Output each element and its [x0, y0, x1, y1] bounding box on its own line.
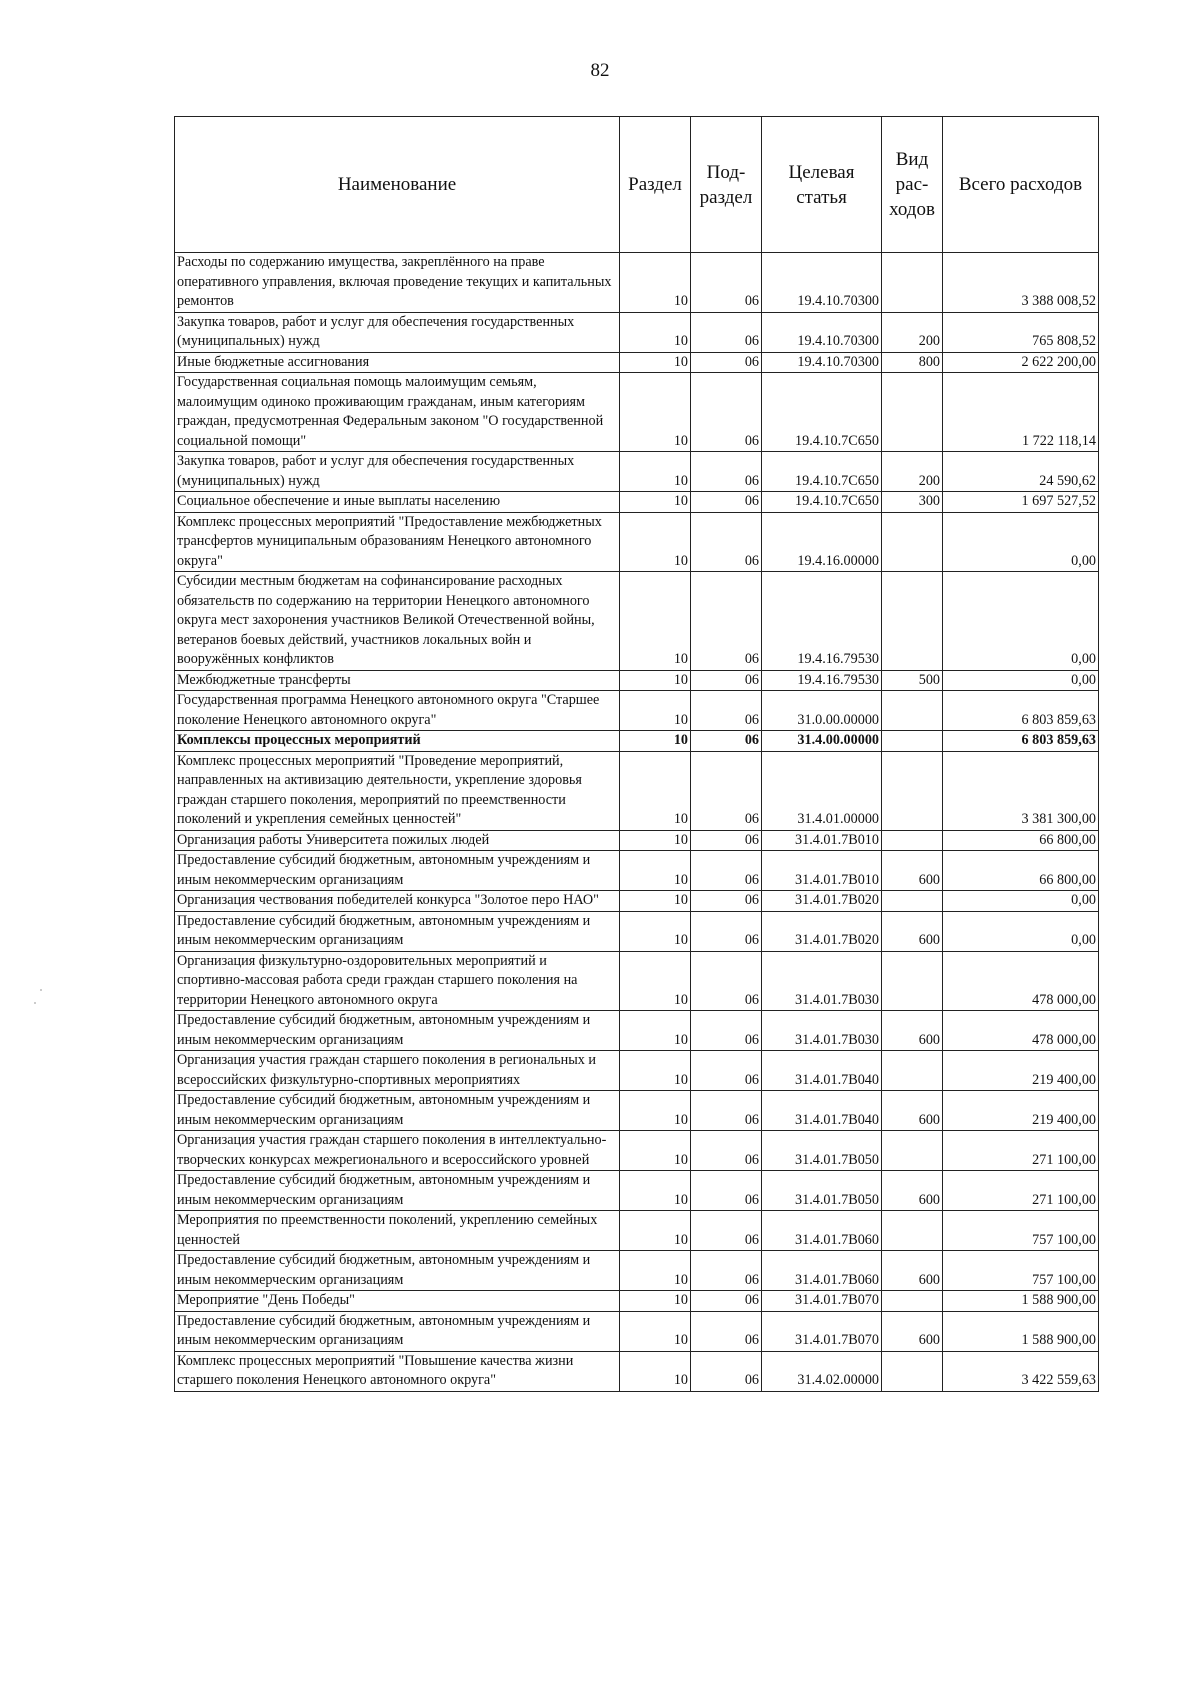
cell-name: Предоставление субсидий бюджетным, автономным учреждениям и иным некоммерческим организациям	[175, 1011, 620, 1051]
cell-expense-kind: 300	[882, 492, 943, 513]
cell-target-article: 19.4.10.70300	[762, 352, 882, 373]
cell-name: Государственная социальная помощь малоимущим семьям, малоимущим одиноко проживающим гражданам, иным категориям граждан, предусмотренная Федеральным законом "О государственной социальной помощи"	[175, 373, 620, 452]
table-row	[175, 572, 1099, 671]
cell-subsection: 06	[691, 253, 762, 313]
cell-total: 2 622 200,00	[943, 352, 1099, 373]
cell-target-article: 31.4.01.7В010	[762, 851, 882, 891]
cell-section: 10	[620, 253, 691, 313]
cell-subsection: 06	[691, 1171, 762, 1211]
cell-target-article: 31.4.01.7В050	[762, 1131, 882, 1171]
cell-expense-kind	[882, 830, 943, 851]
cell-target-article: 31.4.01.7В050	[762, 1171, 882, 1211]
cell-name: Комплексы процессных мероприятий	[175, 731, 620, 752]
cell-section: 10	[620, 691, 691, 731]
scan-mark	[34, 1002, 36, 1004]
cell-section: 10	[620, 1091, 691, 1131]
cell-target-article: 19.4.10.70300	[762, 312, 882, 352]
cell-total: 757 100,00	[943, 1211, 1099, 1251]
cell-expense-kind	[882, 1291, 943, 1312]
cell-subsection: 06	[691, 691, 762, 731]
cell-target-article: 31.0.00.00000	[762, 691, 882, 731]
cell-name: Иные бюджетные ассигнования	[175, 352, 620, 373]
cell-section: 10	[620, 1131, 691, 1171]
table-row	[175, 512, 1099, 572]
cell-expense-kind	[882, 512, 943, 572]
table-row	[175, 1251, 1099, 1291]
cell-total: 0,00	[943, 891, 1099, 912]
cell-name: Межбюджетные трансферты	[175, 670, 620, 691]
cell-target-article: 31.4.01.7В070	[762, 1291, 882, 1312]
cell-total: 3 422 559,63	[943, 1351, 1099, 1391]
cell-target-article: 31.4.01.7В060	[762, 1211, 882, 1251]
cell-total: 0,00	[943, 572, 1099, 671]
cell-section: 10	[620, 1171, 691, 1211]
cell-section: 10	[620, 751, 691, 830]
table-row	[175, 253, 1099, 313]
cell-subsection: 06	[691, 1291, 762, 1312]
cell-expense-kind: 600	[882, 1311, 943, 1351]
cell-subsection: 06	[691, 731, 762, 752]
cell-name: Предоставление субсидий бюджетным, автономным учреждениям и иным некоммерческим организациям	[175, 851, 620, 891]
table-row	[175, 830, 1099, 851]
cell-section: 10	[620, 670, 691, 691]
cell-expense-kind: 600	[882, 1091, 943, 1131]
cell-expense-kind: 600	[882, 1251, 943, 1291]
table-row	[175, 1351, 1099, 1391]
cell-total: 66 800,00	[943, 830, 1099, 851]
cell-target-article: 31.4.00.00000	[762, 731, 882, 752]
cell-section: 10	[620, 492, 691, 513]
cell-expense-kind: 800	[882, 352, 943, 373]
cell-subsection: 06	[691, 1351, 762, 1391]
cell-name: Предоставление субсидий бюджетным, автономным учреждениям и иным некоммерческим организациям	[175, 1171, 620, 1211]
budget-table	[174, 116, 1099, 1392]
cell-section: 10	[620, 572, 691, 671]
cell-subsection: 06	[691, 670, 762, 691]
cell-total: 24 590,62	[943, 452, 1099, 492]
table-row	[175, 1131, 1099, 1171]
cell-expense-kind	[882, 572, 943, 671]
cell-subsection: 06	[691, 1211, 762, 1251]
cell-expense-kind	[882, 691, 943, 731]
cell-target-article: 19.4.10.70300	[762, 253, 882, 313]
cell-subsection: 06	[691, 830, 762, 851]
cell-name: Государственная программа Ненецкого автономного округа "Старшее поколение Ненецкого автономного округа"	[175, 691, 620, 731]
cell-total: 1 588 900,00	[943, 1311, 1099, 1351]
cell-name: Закупка товаров, работ и услуг для обеспечения государственных (муниципальных) нужд	[175, 312, 620, 352]
cell-expense-kind	[882, 751, 943, 830]
table-body	[175, 253, 1099, 1392]
cell-name: Организация участия граждан старшего поколения в региональных и всероссийских физкультурно-спортивных мероприятиях	[175, 1051, 620, 1091]
cell-total: 757 100,00	[943, 1251, 1099, 1291]
table-row	[175, 891, 1099, 912]
table-row	[175, 352, 1099, 373]
cell-total: 219 400,00	[943, 1091, 1099, 1131]
cell-name: Организация физкультурно-оздоровительных мероприятий и спортивно-массовая работа среди граждан старшего поколения на территории Ненецкого автономного округа	[175, 951, 620, 1011]
cell-expense-kind: 500	[882, 670, 943, 691]
cell-expense-kind: 600	[882, 911, 943, 951]
cell-section: 10	[620, 373, 691, 452]
cell-expense-kind	[882, 1051, 943, 1091]
cell-name: Закупка товаров, работ и услуг для обеспечения государственных (муниципальных) нужд	[175, 452, 620, 492]
table-row	[175, 670, 1099, 691]
cell-target-article: 19.4.16.79530	[762, 670, 882, 691]
cell-target-article: 19.4.16.79530	[762, 572, 882, 671]
cell-name: Мероприятие "День Победы"	[175, 1291, 620, 1312]
cell-section: 10	[620, 1291, 691, 1312]
cell-total: 765 808,52	[943, 312, 1099, 352]
cell-name: Предоставление субсидий бюджетным, автономным учреждениям и иным некоммерческим организациям	[175, 1311, 620, 1351]
cell-target-article: 19.4.16.00000	[762, 512, 882, 572]
cell-section: 10	[620, 731, 691, 752]
cell-subsection: 06	[691, 1051, 762, 1091]
cell-target-article: 31.4.01.7В030	[762, 951, 882, 1011]
cell-total: 0,00	[943, 670, 1099, 691]
table-row	[175, 373, 1099, 452]
cell-name: Мероприятия по преемственности поколений, укреплению семейных ценностей	[175, 1211, 620, 1251]
cell-total: 1 697 527,52	[943, 492, 1099, 513]
page-number: 82	[590, 60, 610, 81]
cell-expense-kind: 600	[882, 1171, 943, 1211]
cell-expense-kind	[882, 1211, 943, 1251]
cell-expense-kind	[882, 1131, 943, 1171]
table-row	[175, 492, 1099, 513]
cell-total: 478 000,00	[943, 1011, 1099, 1051]
cell-name: Социальное обеспечение и иные выплаты населению	[175, 492, 620, 513]
table-row	[175, 1051, 1099, 1091]
cell-target-article: 31.4.02.00000	[762, 1351, 882, 1391]
cell-target-article: 19.4.10.7С650	[762, 452, 882, 492]
cell-expense-kind	[882, 253, 943, 313]
table-row	[175, 452, 1099, 492]
table-row	[175, 1171, 1099, 1211]
cell-subsection: 06	[691, 911, 762, 951]
table-row	[175, 751, 1099, 830]
cell-total: 3 381 300,00	[943, 751, 1099, 830]
cell-target-article: 19.4.10.7С650	[762, 373, 882, 452]
cell-name: Организация работы Университета пожилых людей	[175, 830, 620, 851]
cell-total: 1 588 900,00	[943, 1291, 1099, 1312]
cell-expense-kind	[882, 951, 943, 1011]
cell-target-article: 31.4.01.7В040	[762, 1091, 882, 1131]
cell-total: 271 100,00	[943, 1131, 1099, 1171]
cell-target-article: 31.4.01.7В020	[762, 891, 882, 912]
table-row	[175, 1011, 1099, 1051]
cell-subsection: 06	[691, 1251, 762, 1291]
cell-total: 0,00	[943, 911, 1099, 951]
table-row	[175, 851, 1099, 891]
cell-section: 10	[620, 1051, 691, 1091]
cell-section: 10	[620, 312, 691, 352]
cell-total: 478 000,00	[943, 951, 1099, 1011]
header-target-article: Целевая статья	[762, 117, 882, 253]
cell-target-article: 31.4.01.7В070	[762, 1311, 882, 1351]
table-row	[175, 1211, 1099, 1251]
cell-name: Комплекс процессных мероприятий "Предоставление межбюджетных трансфертов муниципальным образованиям Ненецкого автономного округа"	[175, 512, 620, 572]
header-subsection: Под- раздел	[691, 117, 762, 253]
cell-section: 10	[620, 1211, 691, 1251]
cell-section: 10	[620, 512, 691, 572]
cell-expense-kind: 600	[882, 1011, 943, 1051]
cell-section: 10	[620, 830, 691, 851]
cell-subsection: 06	[691, 572, 762, 671]
cell-subsection: 06	[691, 891, 762, 912]
cell-target-article: 31.4.01.7В030	[762, 1011, 882, 1051]
cell-section: 10	[620, 1311, 691, 1351]
cell-section: 10	[620, 911, 691, 951]
cell-name: Предоставление субсидий бюджетным, автономным учреждениям и иным некоммерческим организациям	[175, 1251, 620, 1291]
cell-name: Организация чествования победителей конкурса "Золотое перо НАО"	[175, 891, 620, 912]
table-row	[175, 731, 1099, 752]
table-row	[175, 951, 1099, 1011]
cell-expense-kind: 200	[882, 312, 943, 352]
cell-name: Предоставление субсидий бюджетным, автономным учреждениям и иным некоммерческим организациям	[175, 911, 620, 951]
table-row	[175, 312, 1099, 352]
header-name: Наименование	[175, 117, 620, 253]
cell-total: 66 800,00	[943, 851, 1099, 891]
cell-section: 10	[620, 1251, 691, 1291]
cell-subsection: 06	[691, 452, 762, 492]
cell-subsection: 06	[691, 1091, 762, 1131]
scan-mark	[40, 989, 42, 991]
cell-subsection: 06	[691, 312, 762, 352]
cell-subsection: 06	[691, 951, 762, 1011]
cell-target-article: 31.4.01.7В040	[762, 1051, 882, 1091]
table-row	[175, 1291, 1099, 1312]
cell-section: 10	[620, 1351, 691, 1391]
cell-expense-kind	[882, 891, 943, 912]
header-expense-kind: Вид рас- ходов	[882, 117, 943, 253]
table-row	[175, 1091, 1099, 1131]
cell-expense-kind	[882, 373, 943, 452]
header-section: Раздел	[620, 117, 691, 253]
header-total: Всего расходов	[943, 117, 1099, 253]
cell-name: Субсидии местным бюджетам на софинансирование расходных обязательств по содержанию на территории Ненецкого автономного округа мест захоронения участников Великой Отечественной войны, ветеранов боевых действий, участников локальных войн и вооружённых конфликтов	[175, 572, 620, 671]
cell-total: 3 388 008,52	[943, 253, 1099, 313]
cell-subsection: 06	[691, 352, 762, 373]
cell-target-article: 31.4.01.7В060	[762, 1251, 882, 1291]
cell-expense-kind	[882, 731, 943, 752]
cell-total: 1 722 118,14	[943, 373, 1099, 452]
cell-target-article: 19.4.10.7С650	[762, 492, 882, 513]
cell-name: Предоставление субсидий бюджетным, автономным учреждениям и иным некоммерческим организациям	[175, 1091, 620, 1131]
table-row	[175, 691, 1099, 731]
table-row	[175, 1311, 1099, 1351]
cell-subsection: 06	[691, 851, 762, 891]
cell-section: 10	[620, 951, 691, 1011]
cell-subsection: 06	[691, 1311, 762, 1351]
cell-expense-kind: 600	[882, 851, 943, 891]
cell-target-article: 31.4.01.00000	[762, 751, 882, 830]
table-row	[175, 911, 1099, 951]
cell-name: Комплекс процессных мероприятий "Повышение качества жизни старшего поколения Ненецкого автономного округа"	[175, 1351, 620, 1391]
cell-name: Комплекс процессных мероприятий "Проведение мероприятий, направленных на активизацию деятельности, укрепление здоровья граждан старшего поколения, мероприятий по преемственности поколений и укрепления семейных ценностей"	[175, 751, 620, 830]
cell-target-article: 31.4.01.7В020	[762, 911, 882, 951]
cell-subsection: 06	[691, 1011, 762, 1051]
cell-subsection: 06	[691, 492, 762, 513]
table-header-row	[175, 117, 1099, 253]
cell-name: Расходы по содержанию имущества, закреплённого на праве оперативного управления, включая проведение текущих и капитальных ремонтов	[175, 253, 620, 313]
cell-name: Организация участия граждан старшего поколения в интеллектуально-творческих конкурсах межрегионального и всероссийского уровней	[175, 1131, 620, 1171]
cell-section: 10	[620, 352, 691, 373]
cell-total: 6 803 859,63	[943, 731, 1099, 752]
cell-section: 10	[620, 1011, 691, 1051]
cell-subsection: 06	[691, 512, 762, 572]
cell-total: 6 803 859,63	[943, 691, 1099, 731]
cell-subsection: 06	[691, 1131, 762, 1171]
cell-total: 0,00	[943, 512, 1099, 572]
cell-target-article: 31.4.01.7В010	[762, 830, 882, 851]
cell-subsection: 06	[691, 751, 762, 830]
cell-section: 10	[620, 891, 691, 912]
cell-expense-kind: 200	[882, 452, 943, 492]
cell-total: 271 100,00	[943, 1171, 1099, 1211]
cell-section: 10	[620, 452, 691, 492]
cell-subsection: 06	[691, 373, 762, 452]
cell-expense-kind	[882, 1351, 943, 1391]
cell-section: 10	[620, 851, 691, 891]
cell-total: 219 400,00	[943, 1051, 1099, 1091]
